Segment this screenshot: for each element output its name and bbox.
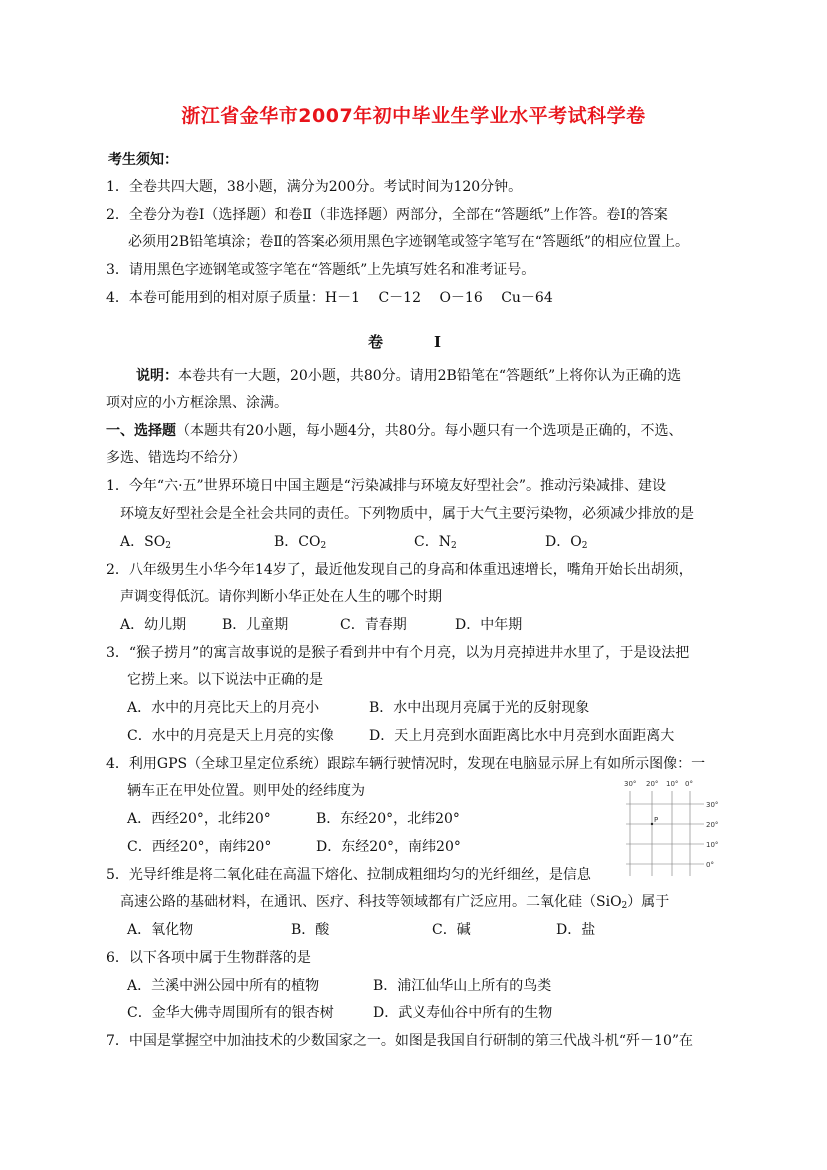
part1-label: 一、选择题 (106, 423, 176, 439)
notice-item-3: 3．请用黑色字迹钢笔或签字笔在“答题纸”上先填写姓名和准考证号。 (106, 262, 536, 278)
grid-right-label: 30° (706, 801, 719, 809)
part1-line-1 (106, 422, 683, 440)
q2-line-1: 2．八年级男生小华今年14岁了，最近他发现自己的身高和体重迅速增长，嘴角开始长出胡须， (106, 562, 693, 578)
q3-line-1: 3．“猴子捞月”的寓言故事说的是猴子看到井中有个月亮，以为月亮掉进井水里了，于是设法把 (106, 645, 690, 661)
grid-top-label: 10° (666, 780, 679, 788)
q1-line-2: 环境友好型社会是全社会共同的责任。下列物质中，属于大气主要污染物，必须减少排放的是 (120, 506, 694, 522)
q3-option-b: B．水中出现月亮属于光的反射现象 (369, 700, 590, 716)
q1-option-c: C．$N_2$ (414, 534, 457, 551)
q1-option-a: A．$SO_2$ (120, 534, 171, 551)
q5-line-2: 高速公路的基础材料，在通讯、医疗、科技等领域都有广泛应用。二氧化硅（SiO$_2$）属于 (120, 894, 670, 911)
section-heading: 卷 Ⅰ (367, 333, 460, 351)
q3-option-a: A．水中的月亮比天上的月亮小 (127, 700, 320, 716)
part1-text: （本题共有20小题，每小题4分，共80分。每小题只有一个选项是正确的，不选、 (176, 423, 683, 439)
location-point-label: P (654, 816, 659, 824)
q3-option-d: D．天上月亮到水面距离比水中月亮到水面距离大 (369, 728, 675, 744)
q4-line-1: 4．利用GPS（全球卫星定位系统）跟踪车辆行驶情况时，发现在电脑显示屏上有如所示图像：一 (106, 756, 706, 772)
intro-text: 本卷共有一大题，20小题，共80分。请用2B铅笔在“答题纸”上将你认为正确的选 (178, 368, 682, 384)
notice-item-4: 4．本卷可能用到的相对原子质量：H－1 C－12 O－16 Cu－64 (106, 290, 553, 306)
q6-line-1: 6．以下各项中属于生物群落的是 (106, 950, 311, 966)
grid-right-label: 0° (706, 861, 714, 869)
notice-item-2-cont: 必须用2B铅笔填涂；卷Ⅱ的答案必须用黑色字迹钢笔或签字笔写在“答题纸”的相应位置上。 (128, 234, 690, 250)
q5-option-c: C．碱 (432, 922, 471, 938)
q4-option-b: B．东经20°，北纬20° (316, 811, 460, 827)
grid-top-label: 20° (646, 780, 659, 788)
q6-option-c: C．金华大佛寺周围所有的银杏树 (127, 1005, 334, 1021)
location-point (651, 823, 653, 825)
q5-line-1: 5．光导纤维是将二氧化硅在高温下熔化、拉制成粗细均匀的光纤细丝，是信息 (106, 867, 591, 883)
q1-line-1: 1．今年“六·五”世界环境日中国主题是“污染减排与环境友好型社会”。推动污染减排、建设 (106, 478, 666, 494)
q7-line-1: 7．中国是掌握空中加油技术的少数国家之一。如图是我国自行研制的第三代战斗机“歼－10”在 (106, 1033, 694, 1049)
grid-top-label: 0° (685, 780, 693, 788)
q6-option-d: D．武义寿仙谷中所有的生物 (373, 1005, 553, 1021)
q6-option-a: A．兰溪中洲公园中所有的植物 (127, 978, 320, 994)
intro-line-2: 项对应的小方框涂黑、涂满。 (106, 395, 288, 411)
q3-option-c: C．水中的月亮是天上月亮的实像 (127, 728, 334, 744)
intro-line-1 (136, 367, 681, 385)
q3-line-2: 它捞上来。以下说法中正确的是 (127, 672, 323, 688)
q2-option-a: A．幼儿期 (120, 617, 187, 633)
grid-right-label: 10° (706, 841, 719, 849)
notice-heading: 考生须知： (108, 152, 178, 168)
q6-option-b: B．浦江仙华山上所有的鸟类 (373, 978, 552, 994)
q2-line-2: 声调变得低沉。请你判断小华正处在人生的哪个时期 (120, 589, 442, 605)
q2-option-d: D．中年期 (455, 617, 523, 633)
q5-option-d: D．盐 (556, 922, 596, 938)
grid-right-label: 20° (706, 821, 719, 829)
q4-option-c: C．西经20°，南纬20° (127, 839, 272, 855)
gps-grid-figure (622, 778, 722, 878)
grid-top-label: 30° (624, 780, 637, 788)
q1-option-d: D．$O_2$ (545, 534, 588, 551)
intro-label: 说明： (136, 368, 178, 384)
q4-option-a: A．西经20°，北纬20° (127, 811, 271, 827)
q2-option-b: B．儿童期 (222, 617, 289, 633)
q4-option-d: D．东经20°，南纬20° (316, 839, 461, 855)
q1-option-b: B．$CO_2$ (274, 534, 327, 551)
q5-option-b: B．酸 (291, 922, 330, 938)
q2-option-c: C．青春期 (340, 617, 407, 633)
part1-line-2: 多选、错选均不给分） (106, 450, 246, 466)
notice-item-2: 2．全卷分为卷Ⅰ（选择题）和卷Ⅱ（非选择题）两部分，全部在“答题纸”上作答。卷Ⅰ的答案 (106, 207, 668, 223)
q4-line-2: 辆车正在甲处位置。则甲处的经纬度为 (127, 783, 365, 799)
exam-title: 浙江省金华市2007年初中毕业生学业水平考试科学卷 (181, 105, 646, 127)
notice-item-1: 1．全卷共四大题，38小题，满分为200分。考试时间为120分钟。 (106, 179, 523, 195)
q5-option-a: A．氧化物 (127, 922, 194, 938)
